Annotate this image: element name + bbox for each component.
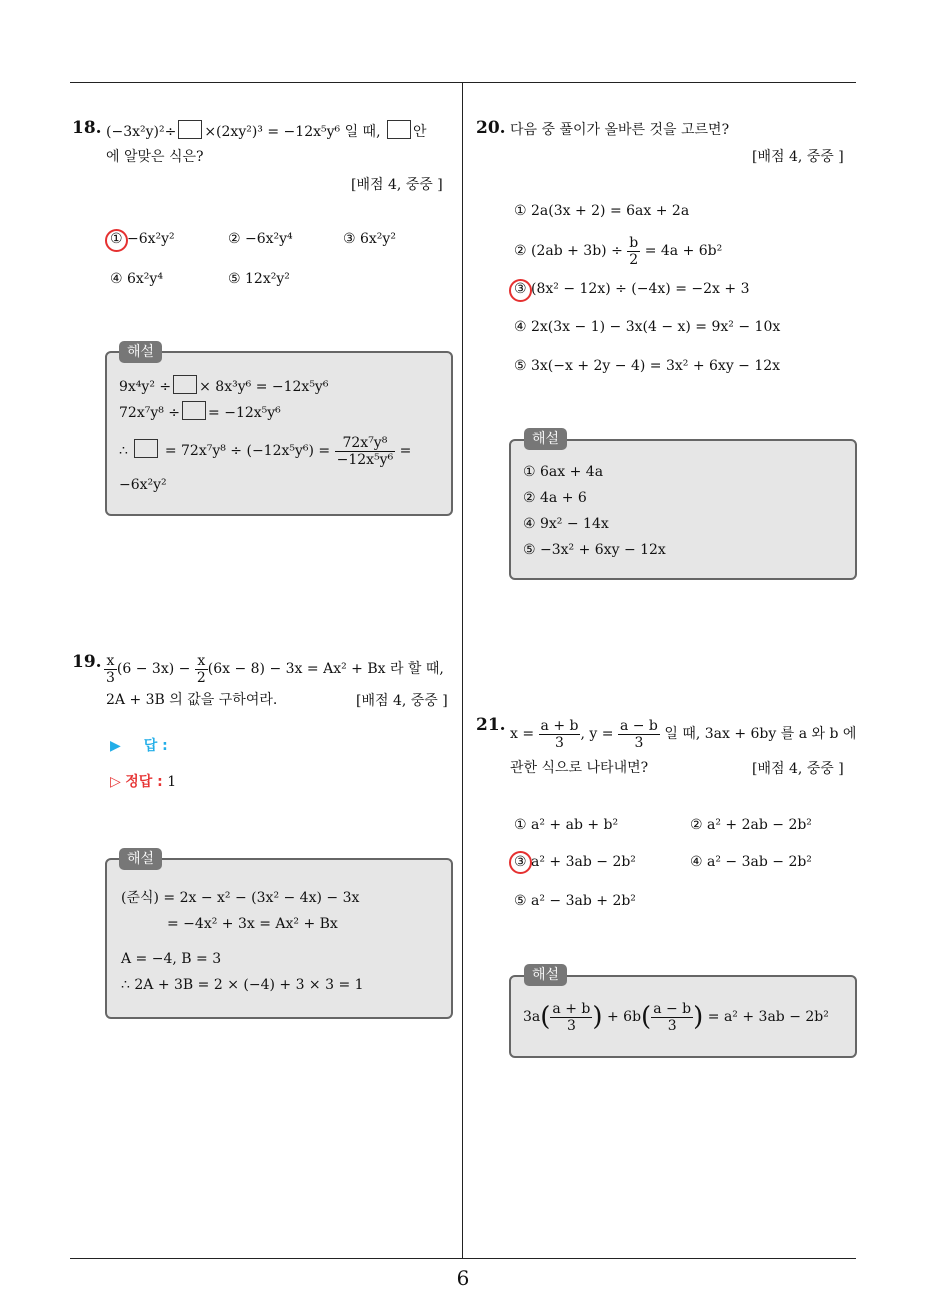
q18-explain-l3-a: ∴ <box>119 443 128 459</box>
q18-explain-l1-b: × 8x³y⁶ = −12x⁵y⁶ <box>199 379 329 395</box>
q21-explain-line: 3a( $\frac{a + b}{3}$ ) + 6b( $\frac{a - b}{3}$ ) = a² + 3ab − 2b² <box>523 1000 829 1034</box>
q18-explain-blank-3 <box>134 439 158 458</box>
q21-explain-c: = a² + 3ab − 2b² <box>707 1009 829 1025</box>
q18-explain-tag: 해설 <box>119 341 162 363</box>
q21-line1 <box>510 716 856 752</box>
q21-explain-frac1-num: a + b <box>552 1000 591 1017</box>
q20-line1: 다음 중 풀이가 올바른 것을 고르면? <box>510 122 730 138</box>
q21-choice-2[interactable]: ② a² + 2ab − 2b² <box>690 817 812 833</box>
q21-meta: [배점 4, 중중 ] <box>752 761 844 777</box>
q20-explain-tag: 해설 <box>524 428 567 450</box>
q21-line1-a: x = <box>510 726 535 742</box>
q21-choice-5[interactable]: ⑤ a² − 3ab + 2b² <box>514 893 636 909</box>
q18-explain-l2-b: = −12x⁵y⁶ <box>208 405 281 421</box>
q21-answer-circle-mark <box>509 851 532 874</box>
q21-fraction-1 <box>539 718 581 751</box>
q21-explain-frac2-num: a − b <box>653 1000 692 1017</box>
q18-line1 <box>106 120 427 142</box>
q20-choice-1[interactable]: ① 2a(3x + 2) = 6ax + 2a <box>514 203 690 219</box>
q21-choice-3[interactable]: ③ a² + 3ab − 2b² <box>514 854 636 870</box>
q19-explain-line3: A = −4, B = 3 <box>121 951 222 967</box>
top-rule <box>70 82 856 83</box>
q18-explain-line3 <box>119 433 411 469</box>
q21-choice-1[interactable]: ① a² + ab + b² <box>514 817 619 833</box>
q19-explanation-box <box>105 858 453 1019</box>
q20-choice2-fraction <box>627 235 640 268</box>
q21-frac2-num: a − b <box>619 717 658 734</box>
q18-explain-line1 <box>119 375 328 397</box>
q18-explain-line2 <box>119 401 281 423</box>
q21-line1-c: 일 때, 3ax + 6by 를 a 와 b 에 <box>664 726 857 742</box>
q21-fraction-2 <box>618 718 660 751</box>
q18-explain-fraction <box>335 435 396 468</box>
q18-answer-circle-mark <box>105 229 128 252</box>
q21-number: 21. <box>476 715 506 735</box>
q20-choice-2[interactable] <box>514 234 722 268</box>
q20-choice2-frac-num: b <box>629 234 639 251</box>
q18-explain-l3-b: = 72x⁷y⁸ ÷ (−12x⁵y⁶) = <box>164 443 331 459</box>
q19-correct-value: 1 <box>167 774 177 790</box>
q19-fraction-2 <box>195 653 208 686</box>
q21-frac1-den: 3 <box>539 734 581 751</box>
q20-explanation-box <box>509 439 857 580</box>
q21-explanation-box <box>509 975 857 1058</box>
q21-frac1-num: a + b <box>540 717 579 734</box>
q18-choice-1[interactable]: ① −6x²y² <box>110 231 175 247</box>
q19-frac1-num: x <box>106 652 115 669</box>
q20-choice-3[interactable]: ③ (8x² − 12x) ÷ (−4x) = −2x + 3 <box>514 281 750 297</box>
q21-line2: 관한 식으로 나타내면? <box>510 760 649 776</box>
q20-explain-line3: ④ 9x² − 14x <box>523 516 609 532</box>
column-divider <box>462 82 463 1259</box>
q19-meta: [배점 4, 중중 ] <box>356 693 448 709</box>
q19-explain-line2: = −4x² + 3x = Ax² + Bx <box>167 916 338 932</box>
q18-explain-l1-a: 9x⁴y² ÷ <box>119 379 172 395</box>
q20-explain-line2: ② 4a + 6 <box>523 490 587 506</box>
q20-choice2-a: ② (2ab + 3b) ÷ <box>514 243 623 259</box>
triangle-outline-icon: ▷ <box>110 774 121 790</box>
q20-choice-4[interactable]: ④ 2x(3x − 1) − 3x(4 − x) = 9x² − 10x <box>514 319 781 335</box>
q18-meta: [배점 4, 중중 ] <box>351 177 443 193</box>
q18-number: 18. <box>72 118 102 138</box>
q19-line1 <box>104 652 444 686</box>
q21-explain-a: 3a <box>523 1009 541 1025</box>
q19-number: 19. <box>72 652 102 672</box>
q21-explain-fraction-2 <box>651 1001 693 1034</box>
q20-choice2-b: = 4a + 6b² <box>644 243 723 259</box>
q18-line1-a: (−3x²y)²÷ <box>106 124 177 140</box>
q19-explain-tag: 해설 <box>119 848 162 870</box>
q20-answer-circle-mark <box>509 279 532 302</box>
q18-blank-1 <box>178 120 202 139</box>
q18-explain-l2-a: 72x⁷y⁸ ÷ <box>119 405 181 421</box>
q18-choice-2[interactable]: ② −6x²y⁴ <box>228 231 293 247</box>
q18-explain-frac-den: −12x⁵y⁶ <box>336 451 394 468</box>
q19-explain-line1: (준식) = 2x − x² − (3x² − 4x) − 3x <box>121 890 360 906</box>
q18-line1-c: 안 <box>412 124 427 140</box>
q19-answer-label: 답 : <box>143 738 168 754</box>
q21-explain-fraction-1 <box>550 1001 592 1034</box>
q18-explain-frac-num: 72x⁷y⁸ <box>342 434 388 451</box>
q18-line2: 에 알맞은 식은? <box>106 149 204 165</box>
q21-choice-4[interactable]: ④ a² − 3ab − 2b² <box>690 854 812 870</box>
q18-explain-blank-2 <box>182 401 206 420</box>
q21-explain-frac2-den: 3 <box>651 1017 693 1034</box>
q18-explain-l3-c: = <box>399 443 412 459</box>
bottom-rule <box>70 1258 856 1259</box>
q20-choice-5[interactable]: ⑤ 3x(−x + 2y − 4) = 3x² + 6xy − 12x <box>514 358 781 374</box>
q18-explain-blank-1 <box>173 375 197 394</box>
q21-explain-frac1-den: 3 <box>550 1017 592 1034</box>
play-icon: ▶ <box>110 738 121 754</box>
q18-choice-5[interactable]: ⑤ 12x²y² <box>228 271 290 287</box>
q19-correct-label: 정답 : <box>125 774 163 790</box>
q21-line1-b: , y = <box>580 726 614 742</box>
q20-explain-line1: ① 6ax + 4a <box>523 464 604 480</box>
q19-explain-line4: ∴ 2A + 3B = 2 × (−4) + 3 × 3 = 1 <box>121 977 364 993</box>
q18-blank-2 <box>387 120 411 139</box>
q19-line1-b: (6x − 8) − 3x = Ax² + Bx 라 할 때, <box>207 661 444 677</box>
page-number: 6 <box>456 1266 470 1290</box>
q18-explanation-box <box>105 351 453 516</box>
q20-meta: [배점 4, 중중 ] <box>752 149 844 165</box>
q21-explain-tag: 해설 <box>524 964 567 986</box>
q19-answer-row <box>110 736 232 756</box>
q21-frac2-den: 3 <box>618 734 660 751</box>
q18-explain-line4: −6x²y² <box>119 477 167 493</box>
q19-line1-a: (6 − 3x) − <box>116 661 191 677</box>
q19-fraction-1 <box>104 653 117 686</box>
q20-explain-line4: ⑤ −3x² + 6xy − 12x <box>523 542 666 558</box>
q18-choice-4[interactable]: ④ 6x²y⁴ <box>110 271 163 287</box>
q19-frac1-den: 3 <box>106 669 115 686</box>
q19-frac2-num: x <box>197 652 206 669</box>
q19-correct-row <box>110 772 176 792</box>
q19-frac2-den: 2 <box>196 669 206 686</box>
q20-choice2-frac-den: 2 <box>627 251 640 268</box>
q21-explain-b: + 6b <box>606 1009 642 1025</box>
q18-choice-3[interactable]: ③ 6x²y² <box>343 231 396 247</box>
q19-line2: 2A + 3B 의 값을 구하여라. <box>106 692 278 708</box>
q18-line1-b: ×(2xy²)³ = −12x⁵y⁶ 일 때, <box>204 124 381 140</box>
q20-number: 20. <box>476 118 506 138</box>
